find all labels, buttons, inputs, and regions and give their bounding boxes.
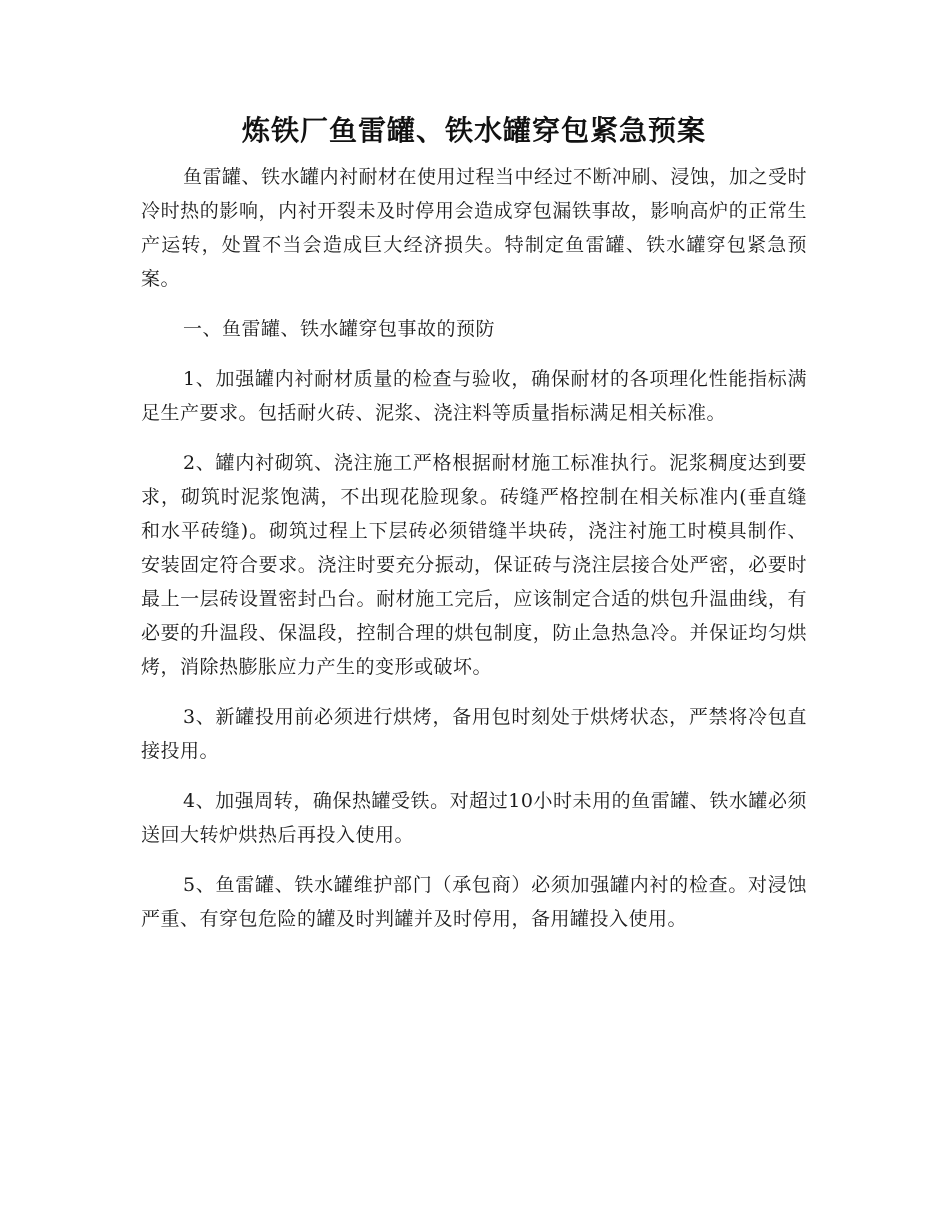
item-2-paragraph: 2、罐内衬砌筑、浇注施工严格根据耐材施工标准执行。泥浆稠度达到要求，砌筑时泥浆饱满，不出现花脸现象。砖缝严格控制在相关标准内(垂直缝和水平砖缝)。砌筑过程上下层砖必须错缝半块砖，浇注衬施工时模具制作、安装固定符合要求。浇注时要充分振动，保证砖与浇注层接合处严密，必要时最上一层砖设置密封凸台。耐材施工完后，应该制定合适的烘包升温曲线，有必要的升温段、保温段，控制合理的烘包制度，防止急热急冷。并保证均匀烘烤，消除热膨胀应力产生的变形或破坏。 [141, 452, 807, 678]
section-heading: 一、鱼雷罐、铁水罐穿包事故的预防 [183, 318, 496, 340]
item-5-paragraph: 5、鱼雷罐、铁水罐维护部门（承包商）必须加强罐内衬的检查。对浸蚀严重、有穿包危险的罐及时判罐并及时停用，备用罐投入使用。 [141, 874, 807, 930]
item-3-paragraph: 3、新罐投用前必须进行烘烤，备用包时刻处于烘烤状态，严禁将冷包直接投用。 [141, 706, 807, 762]
intro-paragraph: 鱼雷罐、铁水罐内衬耐材在使用过程当中经过不断冲刷、浸蚀，加之受时冷时热的影响，内衬开裂未及时停用会造成穿包漏铁事故，影响高炉的正常生产运转，处置不当会造成巨大经济损失。特制定鱼雷罐、铁水罐穿包紧急预案。 [141, 166, 808, 290]
document-title: 炼铁厂鱼雷罐、铁水罐穿包紧急预案 [241, 114, 706, 147]
item-1-paragraph: 1、加强罐内衬耐材质量的检查与验收，确保耐材的各项理化性能指标满足生产要求。包括耐火砖、泥浆、浇注料等质量指标满足相关标准。 [141, 368, 807, 424]
item-4-paragraph: 4、加强周转，确保热罐受铁。对超过10小时未用的鱼雷罐、铁水罐必须送回大转炉烘热后再投入使用。 [141, 790, 807, 846]
document-page [141, 108, 807, 936]
